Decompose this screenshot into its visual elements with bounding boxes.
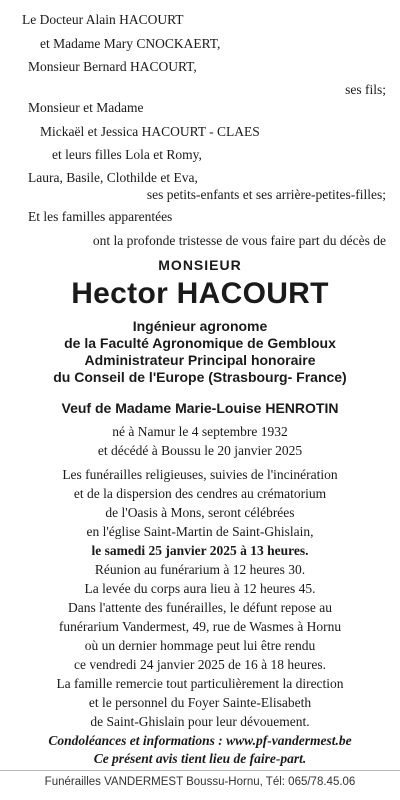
funeral-line-3: de l'Oasis à Mons, seront célébrées: [105, 505, 295, 520]
title-line-4: du Conseil de l'Europe (Strasbourg- France): [53, 369, 347, 385]
footer-divider: [0, 770, 400, 771]
family-line-5: Monsieur et Madame: [28, 100, 144, 115]
announcement-line: ont la profonde tristesse de vous faire part du décès de: [92, 233, 386, 248]
notice-line: Ce présent avis tient lieu de faire-part.: [93, 751, 307, 766]
family-line-2: et Madame Mary CNOCKAERT,: [40, 36, 221, 51]
family-line-10: Et les familles apparentées: [28, 209, 173, 224]
condolences-line: Condoléances et informations : www.pf-vandermest.be: [48, 733, 352, 748]
funeral-line-13: et le personnel du Foyer Sainte-Elisabeth: [88, 695, 312, 710]
family-line-6: Mickaël et Jessica HACOURT - CLAES: [40, 124, 260, 139]
family-line-4: ses fils;: [345, 82, 386, 97]
funeral-line-14: de Saint-Ghislain pour leur dévouement.: [90, 714, 310, 729]
funeral-line-1: Les funérailles religieuses, suivies de l'incinération: [62, 467, 338, 482]
family-line-8: Laura, Basile, Clothilde et Eva,: [28, 170, 198, 185]
family-line-9: ses petits-enfants et ses arrière-petites-filles;: [146, 187, 386, 202]
deceased-prefix: MONSIEUR: [158, 257, 242, 273]
funeral-line-8: Dans l'attente des funérailles, le défunt repose au: [67, 600, 333, 615]
funeral-line-12: La famille remercie tout particulièrement la direction: [56, 676, 344, 691]
funeral-line-10: où un dernier hommage peut lui être rendu: [84, 638, 316, 653]
footer-credit: Funérailles VANDERMEST Boussu-Hornu, Tél: 065/78.45.06: [44, 776, 356, 788]
deceased-name: Hector HACOURT: [71, 277, 329, 310]
family-line-7: et leurs filles Lola et Romy,: [52, 147, 202, 162]
title-line-1: Ingénieur agronome: [132, 318, 268, 334]
birth-line: né à Namur le 4 septembre 1932: [112, 424, 288, 439]
funeral-line-7: La levée du corps aura lieu à 12 heures 45.: [84, 581, 316, 596]
funeral-line-9: funérarium Vandermest, 49, rue de Wasmes à Hornu: [58, 619, 342, 634]
title-line-2: de la Faculté Agronomique de Gembloux: [64, 335, 336, 351]
widower-line: Veuf de Madame Marie-Louise HENROTIN: [61, 400, 339, 416]
funeral-line-2: et de la dispersion des cendres au crématorium: [73, 486, 327, 501]
death-line: et décédé à Boussu le 20 janvier 2025: [97, 443, 303, 458]
family-line-3: Monsieur Bernard HACOURT,: [28, 59, 197, 74]
funeral-date: le samedi 25 janvier 2025 à 13 heures.: [91, 543, 309, 558]
funeral-line-11: ce vendredi 24 janvier 2025 de 16 à 18 heures.: [74, 657, 326, 672]
funeral-line-4: en l'église Saint-Martin de Saint-Ghislain,: [86, 524, 314, 539]
title-line-3: Administrateur Principal honoraire: [84, 352, 316, 368]
funeral-line-6: Réunion au funérarium à 12 heures 30.: [94, 562, 306, 577]
family-line-1: Le Docteur Alain HACOURT: [22, 12, 184, 27]
